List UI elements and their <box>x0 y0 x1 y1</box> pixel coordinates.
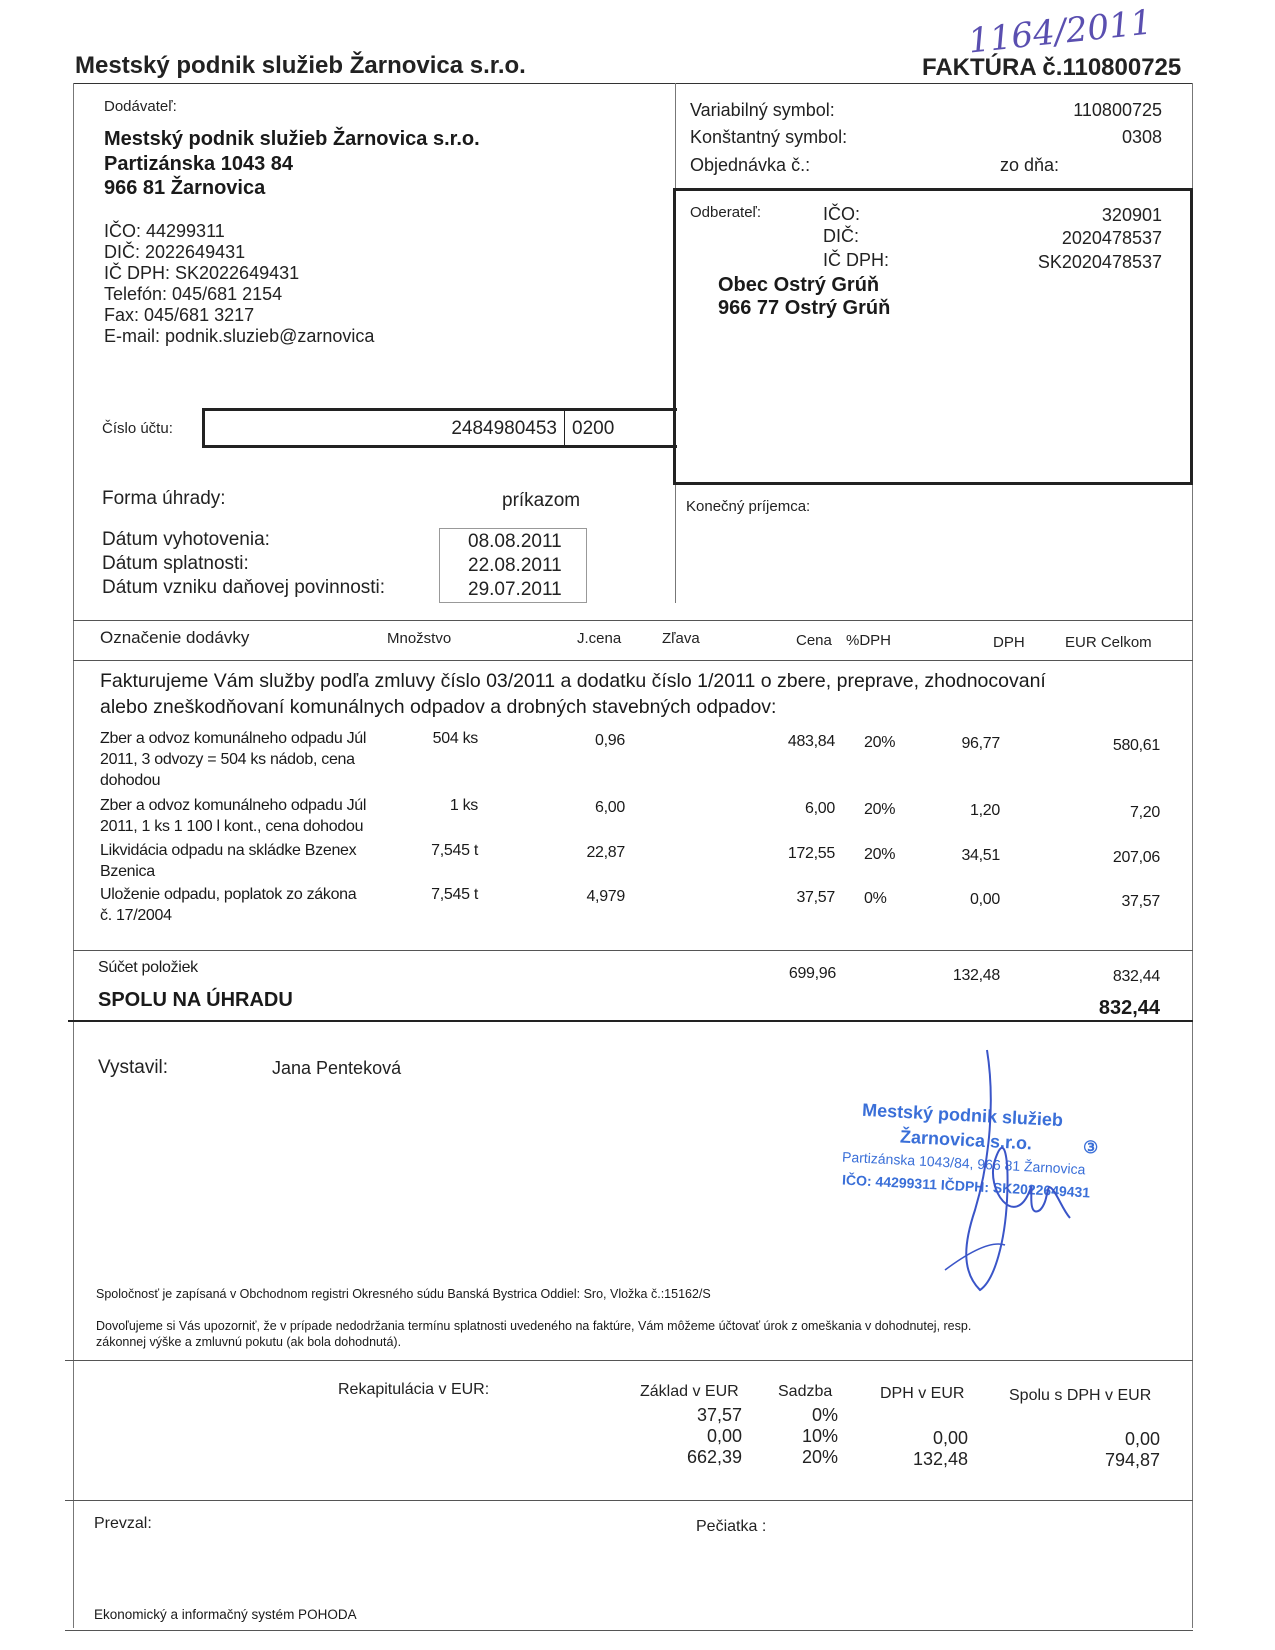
supplier-icdph: IČ DPH: SK2022649431 <box>104 263 300 283</box>
supplier-email: E-mail: podnik.sluzieb@zarnovica <box>104 326 375 346</box>
table-header-line <box>73 660 1193 661</box>
supplier-city: 966 81 Žarnovica <box>104 177 266 199</box>
col-qty-header: Množstvo <box>387 630 452 647</box>
row-unit-price: 0,96 <box>595 732 625 749</box>
tax-date-value: 29.07.2011 <box>468 579 562 600</box>
pay-total-value: 832,44 <box>1098 997 1160 1019</box>
supplier-street: Partizánska 1043 84 <box>104 153 294 175</box>
warning-line-1: Dovoľujeme si Vás upozorniť, že v prípade nedodržania termínu splatnosti uvedeného na faktúre, Vám môžeme účtovať úrok z omeškania v dohodnutej, resp. <box>96 1319 972 1333</box>
issued-name: Jana Penteková <box>272 1058 402 1078</box>
row-desc-line-1: Zber a odvoz komunálneho odpadu Júl <box>100 730 367 747</box>
row-desc-line-1: Zber a odvoz komunálneho odpadu Júl <box>100 797 367 814</box>
stamp-mark: ③ <box>1083 1138 1099 1157</box>
recap-rate: 10% <box>801 1426 838 1446</box>
sum-vat: 132,48 <box>952 967 1000 984</box>
row-price: 172,55 <box>787 845 835 862</box>
left-border <box>73 83 74 1628</box>
row-vat-pct: 20% <box>864 846 896 863</box>
row-desc-line-2: Bzenica <box>100 863 155 880</box>
col-unit-header: J.cena <box>577 630 622 647</box>
customer-dic-label: DIČ: <box>823 226 859 246</box>
recap-top-line <box>65 1360 1193 1361</box>
signature <box>935 1040 1085 1300</box>
order-number-label: Objednávka č.: <box>690 155 811 175</box>
col-total-header: EUR Celkom <box>1065 634 1152 651</box>
recap-vat: 0,00 <box>932 1428 968 1448</box>
issued-label: Vystavil: <box>98 1057 169 1078</box>
received-label: Prevzal: <box>94 1515 152 1532</box>
issue-date-label: Dátum vyhotovenia: <box>102 529 270 550</box>
constant-symbol-value: 0308 <box>1121 127 1162 147</box>
sum-label: Súčet položiek <box>98 959 198 976</box>
row-vat-pct: 20% <box>864 734 896 751</box>
row-price: 6,00 <box>805 800 835 817</box>
row-vat: 96,77 <box>961 735 1000 752</box>
row-total: 7,20 <box>1130 804 1160 821</box>
sum-total: 832,44 <box>1112 968 1160 985</box>
recap-base: 662,39 <box>686 1447 742 1467</box>
row-vat-pct: 20% <box>864 801 896 818</box>
table-top-line <box>73 620 1193 621</box>
constant-symbol-label: Konštantný symbol: <box>690 127 848 147</box>
stamp-line-1: Mestský podnik služieb <box>861 1099 1064 1131</box>
company-title: Mestský podnik služieb Žarnovica s.r.o. <box>75 52 526 79</box>
due-date-label: Dátum splatnosti: <box>102 553 249 574</box>
invoice-title: FAKTÚRA č.110800725 <box>922 54 1182 81</box>
row-qty: 7,545 t <box>431 842 478 859</box>
customer-name: Obec Ostrý Grúň <box>718 274 880 296</box>
recap-base: 37,57 <box>696 1405 742 1425</box>
recap-rate: 20% <box>801 1447 838 1467</box>
row-price: 483,84 <box>787 733 835 750</box>
total-line <box>68 1020 1193 1022</box>
row-vat: 34,51 <box>961 847 1000 864</box>
row-desc-line-2: 2011, 3 odvozy = 504 ks nádob, cena <box>100 751 355 768</box>
stamp-line-2: Žarnovica s.r.o. <box>899 1126 1033 1154</box>
variable-symbol-value: 110800725 <box>1073 100 1162 120</box>
col-discount-header: Zľava <box>662 630 700 647</box>
bank-code: 0200 <box>572 418 615 439</box>
row-price: 37,57 <box>796 889 835 906</box>
system-footer: Ekonomický a informačný systém POHODA <box>94 1607 357 1622</box>
row-desc-line-3: dohodou <box>100 772 161 789</box>
row-unit-price: 22,87 <box>586 844 625 861</box>
recap-base: 0,00 <box>706 1426 742 1446</box>
variable-symbol-label: Variabilný symbol: <box>690 100 835 120</box>
row-desc-line-2: č. 17/2004 <box>100 907 172 924</box>
payment-method-label: Forma úhrady: <box>102 488 226 509</box>
supplier-fax: Fax: 045/681 3217 <box>104 305 255 325</box>
intro-line-2: alebo zneškodňovaní komunálnych odpadov a drobných stavebných odpadov: <box>100 696 777 718</box>
issue-date-value: 08.08.2011 <box>468 531 562 552</box>
stamp-line-4: IČO: 44299311 IČDPH: SK2022649431 <box>841 1171 1091 1201</box>
row-qty: 7,545 t <box>431 886 478 903</box>
recap-label: Rekapitulácia v EUR: <box>338 1381 490 1398</box>
row-unit-price: 4,979 <box>586 888 625 905</box>
row-qty: 1 ks <box>449 797 478 814</box>
recap-rate: 0% <box>811 1405 838 1425</box>
supplier-dic: DIČ: 2022649431 <box>104 242 246 262</box>
account-separator <box>564 410 565 447</box>
col-vatpct-header: %DPH <box>846 632 892 649</box>
row-vat: 1,20 <box>970 802 1000 819</box>
row-vat-pct: 0% <box>864 890 887 907</box>
customer-icdph-label: IČ DPH: <box>823 250 890 270</box>
account-number: 2484980453 <box>451 418 557 439</box>
recap-base-header: Základ v EUR <box>640 1383 739 1400</box>
customer-ico-value: 320901 <box>1101 205 1162 225</box>
recap-rate-header: Sadzba <box>778 1383 833 1400</box>
supplier-ico: IČO: 44299311 <box>104 221 225 241</box>
recap-total: 794,87 <box>1104 1450 1160 1470</box>
row-total: 207,06 <box>1112 849 1160 866</box>
order-date-label: zo dňa: <box>1000 155 1060 175</box>
registry-note: Spoločnosť je zapísaná v Obchodnom registri Okresného súdu Banská Bystrica Oddiel: Sro, Vložka č.:15162/S <box>96 1287 711 1301</box>
bottom-line <box>65 1630 1193 1631</box>
stamp-line-3: Partizánska 1043/84, 966 81 Žarnovica <box>841 1148 1086 1178</box>
recap-vat-header: DPH v EUR <box>880 1385 965 1402</box>
stamp-field-label: Pečiatka : <box>696 1518 767 1535</box>
sum-top-line <box>73 950 1193 951</box>
supplier-label: Dodávateľ: <box>104 98 177 115</box>
row-desc-line-2: 2011, 1 ks 1 100 l kont., cena dohodou <box>100 818 364 835</box>
sum-price: 699,96 <box>788 965 836 982</box>
due-date-value: 22.08.2011 <box>468 555 562 576</box>
row-unit-price: 6,00 <box>595 799 625 816</box>
customer-label: Odberateľ: <box>690 204 762 221</box>
payment-method-value: príkazom <box>502 490 581 511</box>
recap-total-header: Spolu s DPH v EUR <box>1009 1387 1152 1404</box>
col-vat-header: DPH <box>993 634 1025 651</box>
supplier-phone: Telefón: 045/681 2154 <box>104 284 283 304</box>
customer-icdph-value: SK2020478537 <box>1037 252 1162 272</box>
customer-city: 966 77 Ostrý Grúň <box>718 297 891 319</box>
col-desc-header: Označenie dodávky <box>100 628 250 647</box>
pay-total-label: SPOLU NA ÚHRADU <box>98 989 293 1011</box>
customer-ico-label: IČO: <box>823 204 861 224</box>
header-divider <box>73 83 1193 84</box>
footer-top-line <box>65 1500 1193 1501</box>
tax-date-label: Dátum vzniku daňovej povinnosti: <box>102 577 386 598</box>
row-total: 37,57 <box>1121 893 1160 910</box>
warning-line-2: zákonnej výške a zmluvnú pokutu (ak bola dohodnutá). <box>96 1335 402 1349</box>
handwritten-reference: 1164/2011 <box>966 2 1155 62</box>
row-qty: 504 ks <box>432 730 478 747</box>
recap-vat: 132,48 <box>912 1449 968 1469</box>
account-label: Číslo účtu: <box>102 420 173 437</box>
supplier-name: Mestský podnik služieb Žarnovica s.r.o. <box>104 128 480 150</box>
recap-total: 0,00 <box>1124 1429 1160 1449</box>
final-recipient-label: Konečný príjemca: <box>686 498 811 515</box>
row-desc-line-1: Uloženie odpadu, poplatok zo zákona <box>100 886 357 903</box>
intro-line-1: Fakturujeme Vám služby podľa zmluvy číslo 03/2011 a dodatku číslo 1/2011 o zbere, preprave, zhodnocovaní <box>100 670 1046 692</box>
col-price-header: Cena <box>796 632 832 649</box>
customer-dic-value: 2020478537 <box>1061 228 1162 248</box>
row-total: 580,61 <box>1112 737 1160 754</box>
row-desc-line-1: Likvidácia odpadu na skládke Bzenex <box>100 842 357 859</box>
row-vat: 0,00 <box>970 891 1000 908</box>
